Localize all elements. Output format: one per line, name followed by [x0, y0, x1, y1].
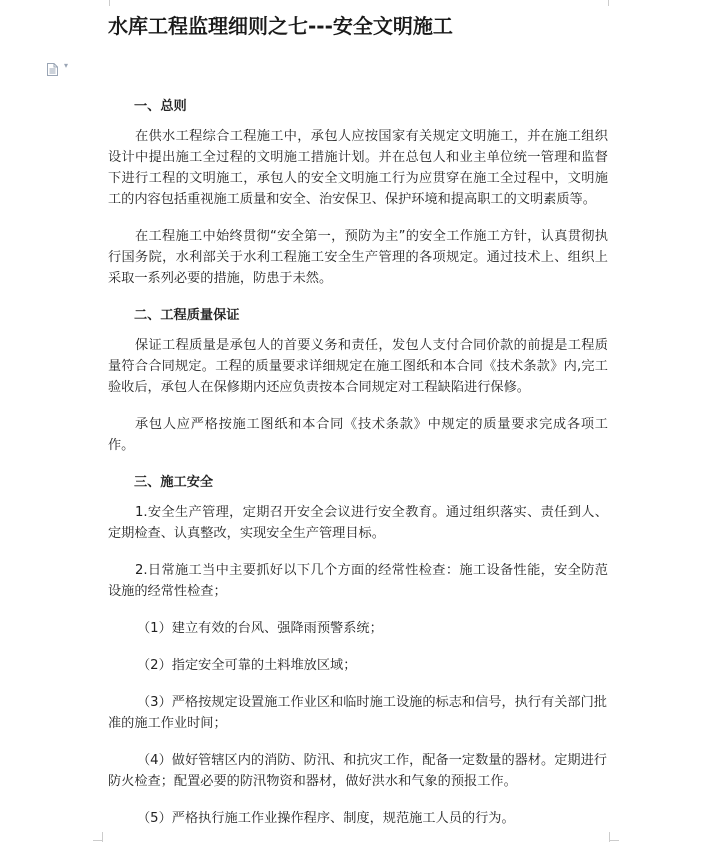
list-item: （3）严格按规定设置施工作业区和临时施工设施的标志和信号，执行有关部门批准的施工作业时间；: [108, 695, 607, 731]
document-title: 水库工程监理细则之七---安全文明施工: [108, 14, 453, 38]
list-item: （5）严格执行施工作业操作程序、制度，规范施工人员的行为。: [137, 811, 515, 826]
list-item: （1）建立有效的台风、强降雨预警系统；: [137, 621, 383, 636]
page-corner-mark: [609, 832, 611, 842]
paragraph: 承包人应严格按施工图纸和本合同《技术条款》中规定的质量要求完成各项工作。: [108, 417, 608, 453]
section-heading: 一、总则: [134, 99, 187, 114]
document-body: [108, 96, 608, 845]
paragraph: 保证工程质量是承包人的首要义务和责任，发包人支付合同价款的前提是工程质量符合合同规定。工程的质量要求详细规定在施工图纸和本合同《技术条款》内,完工验收后，承包人在保修期内还应负责按本合同规定对工程缺陷进行保修。: [108, 338, 608, 395]
chevron-down-icon[interactable]: ▾: [64, 61, 69, 70]
paragraph: 在供水工程综合工程施工中，承包人应按国家有关规定文明施工，并在施工组织设计中提出施工全过程的文明施工措施计划。并在总包人和业主单位统一管理和监督下进行工程的文明施工，承包人的安全文明施工行为应贯穿在施工全过程中，文明施工的内容包括重视施工质量和安全、治安保卫、保护环境和提高职工的文明素质等。: [108, 129, 608, 207]
section-heading: 二、工程质量保证: [134, 308, 240, 323]
paragraph: 1.安全生产管理，定期召开安全会议进行安全教育。通过组织落实、责任到人、定期检查、认真整改，实现安全生产管理目标。: [108, 505, 608, 541]
page-corner-mark: [101, 0, 110, 6]
document-icon[interactable]: [47, 61, 58, 74]
list-item: （4）做好管辖区内的消防、防汛、和抗灾工作，配备一定数量的器材。定期进行防火检查；配置必要的防汛物资和器材，做好洪水和气象的预报工作。: [108, 753, 607, 789]
paragraph: 在工程施工中始终贯彻“安全第一，预防为主”的安全工作施工方针，认真贯彻执行国务院，水利部关于水利工程施工安全生产管理的各项规定。通过技术上、组织上采取一系列必要的措施，防患于未然。: [108, 229, 608, 286]
page-corner-mark: [101, 832, 103, 842]
page-corner-mark: [608, 0, 617, 6]
paragraph: 2.日常施工当中主要抓好以下几个方面的经常性检查：施工设备性能，安全防范设施的经常性检查；: [108, 563, 608, 599]
list-item: （2）指定安全可靠的土料堆放区域；: [137, 658, 357, 673]
section-heading: 三、施工安全: [134, 475, 214, 490]
